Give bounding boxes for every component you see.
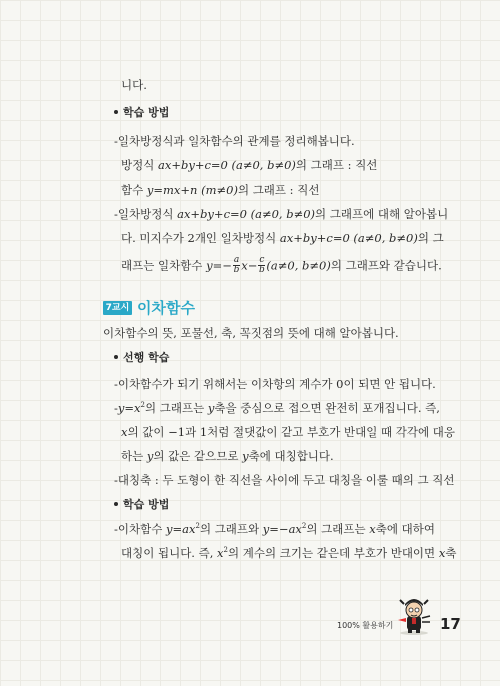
text-line: -대칭축 : 두 도형이 한 직선을 사이에 두고 대칭을 이룰 때의 그 직선 <box>114 473 455 487</box>
text-line: -이차함수가 되기 위해서는 이차항의 계수가 0이 되면 안 됩니다. <box>114 377 436 391</box>
mascot-icon <box>392 596 436 636</box>
text-line: x의 값이 −1과 1처럼 절댓값이 같고 부호가 반대일 때 각각에 대응 <box>121 425 455 439</box>
bullet-icon <box>114 502 118 506</box>
heading-prior-learning: 선행 학습 <box>114 350 169 366</box>
fraction: $\frac{c}{b}$ <box>259 255 265 275</box>
text-line: 함수 y=mx+n (m≠0)의 그래프 : 직선 <box>121 183 320 197</box>
text-line: $-y=x^2$의 그래프는 y축을 중심으로 접으면 완전히 포개집니다. 즉, <box>114 401 440 415</box>
fraction: $\frac{a}{b}$ <box>233 255 240 275</box>
bullet-icon <box>114 110 118 114</box>
text-line: 이차함수의 뜻, 포물선, 축, 꼭짓점의 뜻에 대해 알아봅니다. <box>103 326 399 340</box>
text-line: -일차방정식과 일차함수의 관계를 정리해봅니다. <box>114 134 355 148</box>
lesson-badge: 7교시 <box>103 301 132 315</box>
heading-study-method: 학습 방법 <box>114 105 169 121</box>
footer-label: 100% 활용하기 <box>337 621 394 630</box>
heading-study-method: 학습 방법 <box>114 497 169 513</box>
page-number: 17 <box>440 615 461 633</box>
text-line: 래프는 일차함수 y=− $\frac{a}{b}$ x− $\frac{c}{b}$ (a≠0, b≠0)의 그래프와 같습니다. <box>121 255 442 275</box>
bullet-icon <box>114 355 118 359</box>
text-line: -일차방정식 ax+by+c=0 (a≠0, b≠0)의 그래프에 대해 알아봅니 <box>114 207 449 221</box>
section-title: 이차함수 <box>137 299 195 317</box>
text-line: -이차함수 $y=ax^2$의 그래프와 $y=-ax^2$의 그래프는 x축에 대하여 <box>114 522 435 536</box>
text-line: 다. 미지수가 2개인 일차방정식 ax+by+c=0 (a≠0, b≠0)의 그 <box>121 231 444 245</box>
text-line: 방정식 ax+by+c=0 (a≠0, b≠0)의 그래프 : 직선 <box>121 158 378 172</box>
text-line: 니다. <box>121 78 147 92</box>
text-line: 하는 y의 값은 같으므로 y축에 대칭합니다. <box>121 449 334 463</box>
text-line: 대칭이 됩니다. 즉, $x^2$의 계수의 크기는 같은데 부호가 반대이면 x축 <box>121 546 457 560</box>
